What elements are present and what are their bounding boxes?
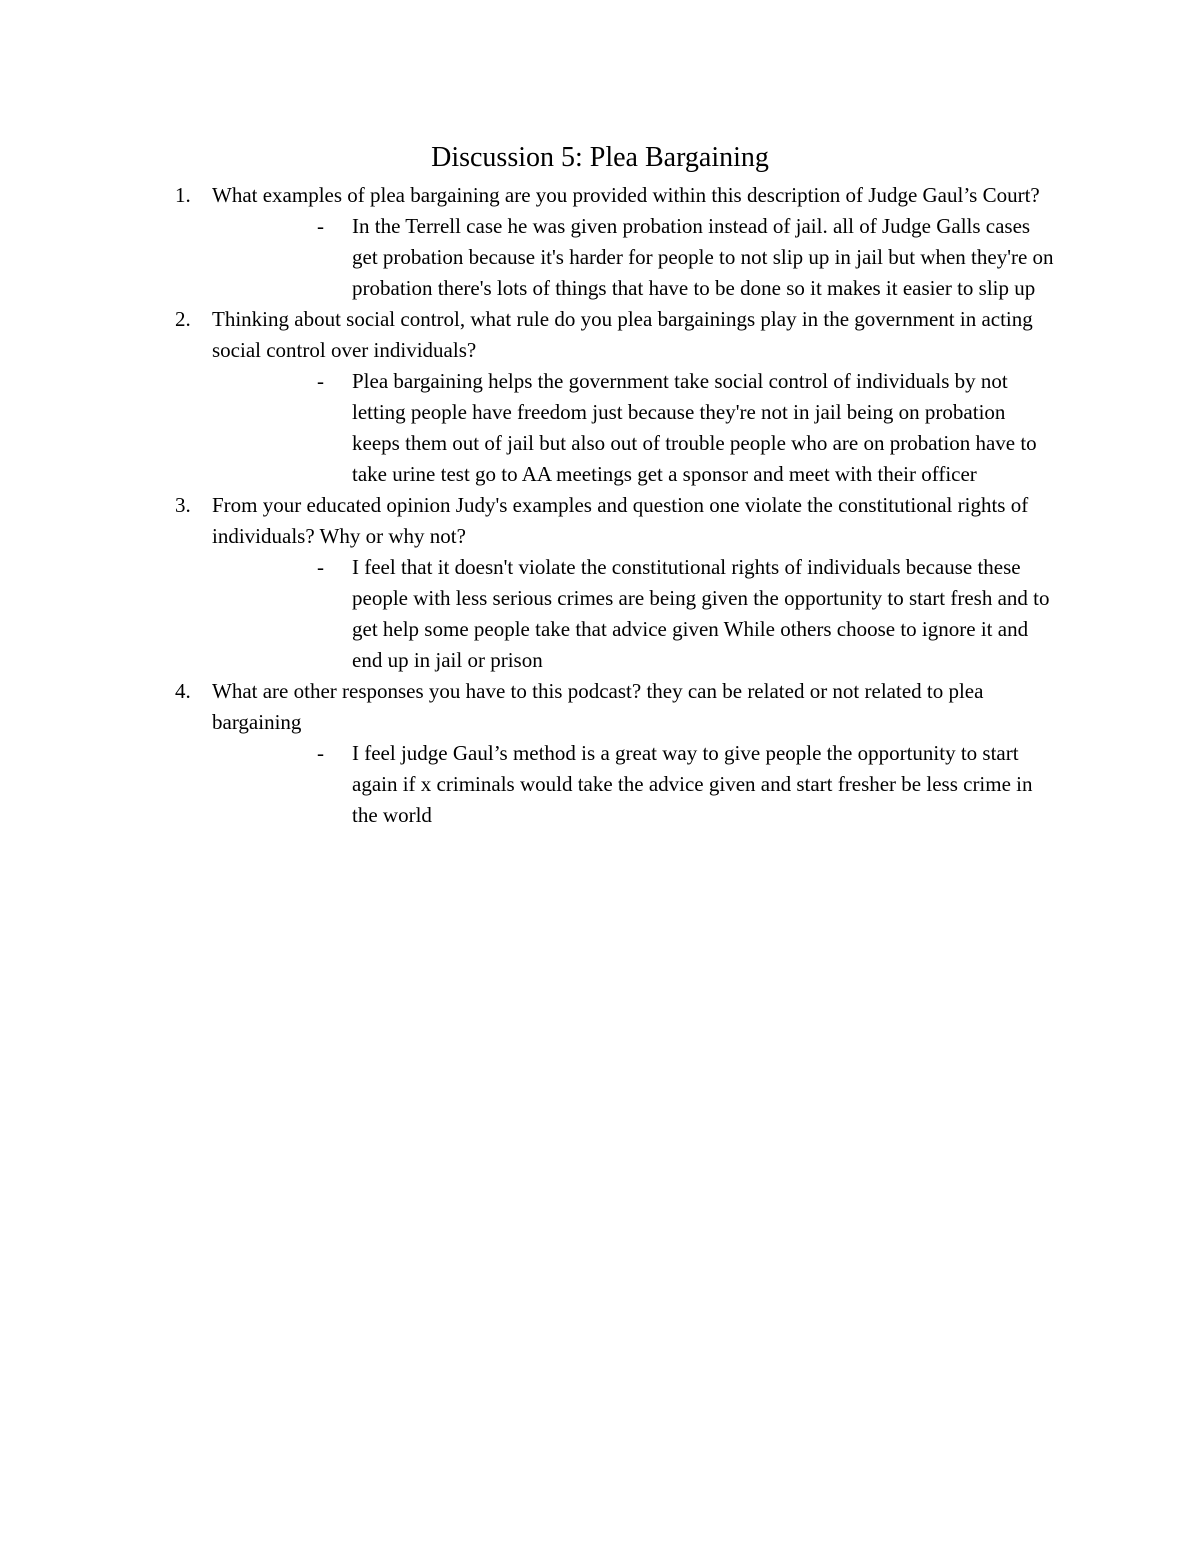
question-item bbox=[175, 490, 1075, 676]
answer-item bbox=[317, 366, 1057, 490]
question-item bbox=[175, 676, 1075, 831]
question-number: 2. bbox=[175, 307, 191, 331]
document-title: Discussion 5: Plea Bargaining bbox=[431, 142, 769, 173]
question-number: 1. bbox=[175, 183, 191, 207]
question-text: Thinking about social control, what rule do you plea bargainings play in the government in acting social control over individuals? bbox=[212, 307, 1033, 362]
answer-item bbox=[317, 552, 1057, 676]
answer-text: Plea bargaining helps the government take social control of individuals by not letting people have freedom just because they're not in jail being on probation keeps them out of jail but also out of trouble people who are on probation have to take urine test go to AA meetings get a sponsor and meet with their officer bbox=[352, 369, 1037, 486]
question-item bbox=[175, 304, 1075, 490]
dash-bullet: - bbox=[317, 214, 324, 238]
dash-bullet: - bbox=[317, 741, 324, 765]
question-number: 4. bbox=[175, 679, 191, 703]
dash-bullet: - bbox=[317, 555, 324, 579]
question-text: From your educated opinion Judy's examples and question one violate the constitutional rights of individuals? Why or why not? bbox=[212, 493, 1029, 548]
question-text: What are other responses you have to this podcast? they can be related or not related to plea bargaining bbox=[212, 679, 984, 734]
question-item bbox=[175, 180, 1075, 304]
answer-item bbox=[317, 738, 1057, 831]
dash-bullet: - bbox=[317, 369, 324, 393]
answer-text: I feel that it doesn't violate the constitutional rights of individuals because these people with less serious crimes are being given the opportunity to start fresh and to get help some people take that advice given While others choose to ignore it and end up in jail or prison bbox=[352, 555, 1050, 672]
answer-text: I feel judge Gaul’s method is a great way to give people the opportunity to start again if x criminals would take the advice given and start fresher be less crime in the world bbox=[352, 741, 1033, 827]
question-number: 3. bbox=[175, 493, 191, 517]
answer-text: In the Terrell case he was given probation instead of jail. all of Judge Galls cases get probation because it's harder for people to not slip up in jail but when they're on probation there's lots of things that have to be done so it makes it easier to slip up bbox=[352, 214, 1054, 300]
question-text: What examples of plea bargaining are you provided within this description of Judge Gaul’s Court? bbox=[212, 183, 1040, 207]
question-list bbox=[175, 180, 1075, 831]
answer-item bbox=[317, 211, 1057, 304]
